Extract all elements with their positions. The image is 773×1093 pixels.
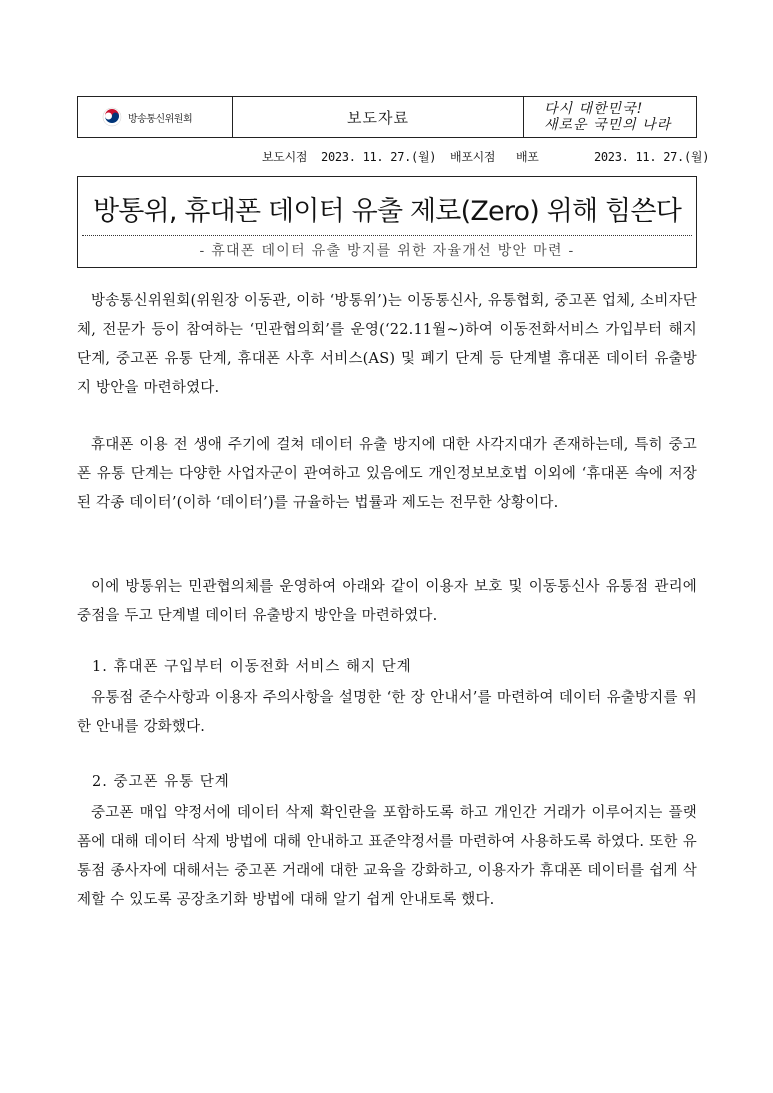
paragraph-3: 이에 방통위는 민관협의체를 운영하여 아래와 같이 이용자 보호 및 이동통신사 유통점 관리에 중점을 두고 단계별 데이터 유출방지 방안을 마련하였다. xyxy=(77,579,697,624)
title-box xyxy=(77,176,697,268)
slogan-line2: 새로운 국민의 나라 xyxy=(544,117,672,133)
header-table xyxy=(77,96,697,138)
government-emblem-icon xyxy=(102,107,122,127)
section-2-heading: 2. 중고폰 유통 단계 xyxy=(92,774,230,790)
section-1-heading: 1. 휴대폰 구입부터 이동전화 서비스 해지 단계 xyxy=(92,659,412,675)
org-cell xyxy=(78,97,233,137)
paragraph-1: 방송통신위원회(위원장 이동관, 이하 ‘방통위’)는 이동통신사, 유통협회, 중고폰 업체, 소비자단체, 전문가 등이 참여하는 ‘민관협의회’를 운영(‘22.11월~)하여 이동전화서비스 가입부터 해지 단계, 중고폰 유통 단계, 휴대폰 사후 서비스(AS) 및 폐기 단계 등 단계별 휴대폰 데이터 유출방지 방안을 마련하였다. xyxy=(77,293,697,396)
section-1-body: 유통점 준수사항과 이용자 주의사항을 설명한 ‘한 장 안내서’를 마련하여 데이터 유출방지를 위한 안내를 강화했다. xyxy=(77,690,697,735)
section-2-body: 중고폰 매입 약정서에 데이터 삭제 확인란을 포함하도록 하고 개인간 거래가 이루어지는 플랫폼에 대해 데이터 삭제 방법에 대해 안내하고 표준약정서를 마련하여 사용하도록 하였다. 또한 유통점 종사자에 대해서는 중고폰 거래에 대한 교육을 강화하고, 이용자가 휴대폰 데이터를 쉽게 삭제할 수 있도록 공장초기화 방법에 대해 알기 쉽게 안내토록 했다. xyxy=(77,805,697,908)
slogan-line1: 다시 대한민국! xyxy=(544,101,644,117)
title-divider xyxy=(82,235,692,236)
org-name: 방송통신위원회 xyxy=(128,113,193,125)
doc-type: 보도자료 xyxy=(233,97,524,137)
paragraph-2: 휴대폰 이용 전 생애 주기에 걸쳐 데이터 유출 방지에 대한 사각지대가 존재하는데, 특히 중고폰 유통 단계는 다양한 사업자군이 관여하고 있음에도 개인정보보호법 이외에 ‘휴대폰 속에 저장된 각종 데이터’(이하 ‘데이터’)를 규율하는 법률과 제도는 전무한 상황이다. xyxy=(77,437,697,511)
release-info: 보도시점 2023. 11. 27.(월) 배포시점 배포 2023. 11. 27.(월) xyxy=(262,150,710,164)
slogan xyxy=(524,97,696,137)
page-subtitle: - 휴대폰 데이터 유출 방지를 위한 자율개선 방안 마련 - xyxy=(199,243,575,259)
page-title: 방통위, 휴대폰 데이터 유출 제로(Zero) 위해 힘쓴다 xyxy=(93,196,681,227)
